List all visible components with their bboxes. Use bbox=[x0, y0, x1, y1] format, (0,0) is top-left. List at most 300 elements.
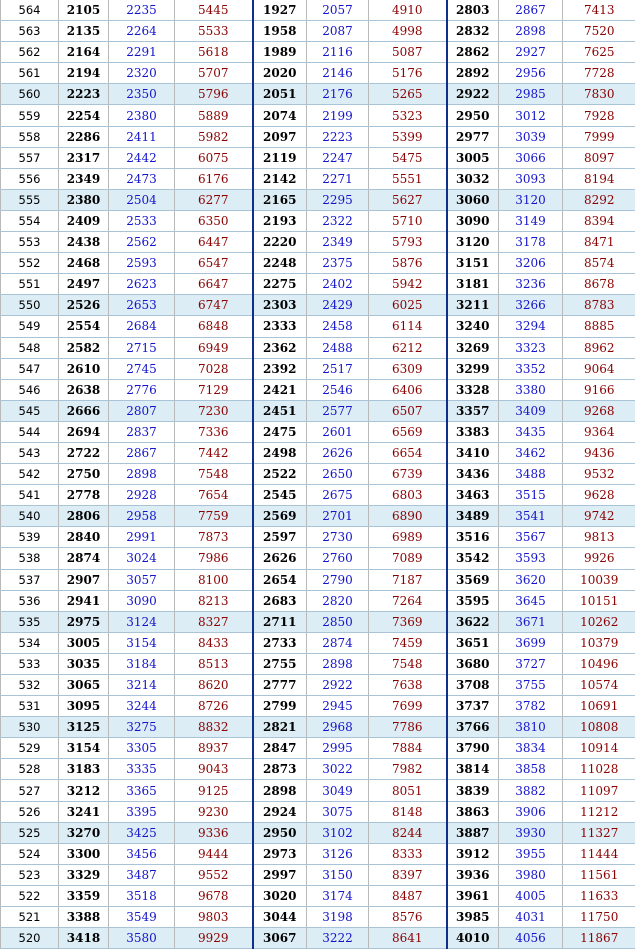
value-b3-cell: 3567 bbox=[499, 527, 563, 548]
value-c3-cell: 8678 bbox=[563, 274, 635, 295]
value-b3-cell: 2956 bbox=[499, 63, 563, 84]
value-a2-cell: 2569 bbox=[253, 506, 307, 527]
value-c3-cell: 10574 bbox=[563, 675, 635, 696]
value-b2-cell: 3174 bbox=[307, 885, 369, 906]
value-c1-cell: 9336 bbox=[175, 822, 253, 843]
value-c2-cell: 5399 bbox=[369, 126, 447, 147]
value-a1-cell: 3418 bbox=[59, 928, 109, 949]
value-a3-cell: 3766 bbox=[447, 717, 499, 738]
rank-cell: 526 bbox=[1, 801, 59, 822]
value-c1-cell: 8433 bbox=[175, 632, 253, 653]
value-c1-cell: 6647 bbox=[175, 274, 253, 295]
value-a1-cell: 2941 bbox=[59, 590, 109, 611]
value-a3-cell: 3005 bbox=[447, 147, 499, 168]
value-a1-cell: 3154 bbox=[59, 738, 109, 759]
rank-cell: 551 bbox=[1, 274, 59, 295]
rank-cell: 550 bbox=[1, 295, 59, 316]
table-row bbox=[1, 316, 635, 337]
value-c2-cell: 5942 bbox=[369, 274, 447, 295]
value-c1-cell: 6350 bbox=[175, 210, 253, 231]
value-c1-cell: 8513 bbox=[175, 653, 253, 674]
value-b2-cell: 2223 bbox=[307, 126, 369, 147]
value-c3-cell: 9628 bbox=[563, 485, 635, 506]
value-a2-cell: 3044 bbox=[253, 907, 307, 928]
value-a3-cell: 3410 bbox=[447, 442, 499, 463]
value-c1-cell: 8726 bbox=[175, 696, 253, 717]
value-b3-cell: 4005 bbox=[499, 885, 563, 906]
value-b2-cell: 2349 bbox=[307, 232, 369, 253]
value-a3-cell: 3595 bbox=[447, 590, 499, 611]
table-row bbox=[1, 527, 635, 548]
value-b1-cell: 2623 bbox=[109, 274, 175, 295]
value-a2-cell: 1958 bbox=[253, 21, 307, 42]
value-c3-cell: 11444 bbox=[563, 843, 635, 864]
value-b3-cell: 3699 bbox=[499, 632, 563, 653]
table-row bbox=[1, 464, 635, 485]
value-c3-cell: 9364 bbox=[563, 421, 635, 442]
value-b1-cell: 2593 bbox=[109, 253, 175, 274]
value-c1-cell: 6848 bbox=[175, 316, 253, 337]
value-a3-cell: 3708 bbox=[447, 675, 499, 696]
value-c3-cell: 11327 bbox=[563, 822, 635, 843]
rank-cell: 562 bbox=[1, 42, 59, 63]
value-a3-cell: 3912 bbox=[447, 843, 499, 864]
value-c3-cell: 7625 bbox=[563, 42, 635, 63]
value-c2-cell: 7638 bbox=[369, 675, 447, 696]
value-a3-cell: 3489 bbox=[447, 506, 499, 527]
value-c1-cell: 7028 bbox=[175, 358, 253, 379]
value-c1-cell: 9929 bbox=[175, 928, 253, 949]
value-c3-cell: 10808 bbox=[563, 717, 635, 738]
table-row bbox=[1, 885, 635, 906]
value-b1-cell: 2473 bbox=[109, 168, 175, 189]
value-c1-cell: 6547 bbox=[175, 253, 253, 274]
value-c2-cell: 6406 bbox=[369, 379, 447, 400]
value-b2-cell: 2820 bbox=[307, 590, 369, 611]
value-b3-cell: 3980 bbox=[499, 864, 563, 885]
rank-cell: 521 bbox=[1, 907, 59, 928]
value-c1-cell: 8327 bbox=[175, 611, 253, 632]
value-c2-cell: 5087 bbox=[369, 42, 447, 63]
value-a3-cell: 3622 bbox=[447, 611, 499, 632]
rank-cell: 531 bbox=[1, 696, 59, 717]
value-a3-cell: 3569 bbox=[447, 569, 499, 590]
value-c2-cell: 4998 bbox=[369, 21, 447, 42]
value-a2-cell: 2654 bbox=[253, 569, 307, 590]
value-a2-cell: 2973 bbox=[253, 843, 307, 864]
value-b2-cell: 3102 bbox=[307, 822, 369, 843]
value-a3-cell: 3240 bbox=[447, 316, 499, 337]
value-c2-cell: 5551 bbox=[369, 168, 447, 189]
value-b3-cell: 3671 bbox=[499, 611, 563, 632]
value-b1-cell: 2562 bbox=[109, 232, 175, 253]
value-b2-cell: 2874 bbox=[307, 632, 369, 653]
value-b2-cell: 2790 bbox=[307, 569, 369, 590]
value-c3-cell: 8394 bbox=[563, 210, 635, 231]
value-c3-cell: 9532 bbox=[563, 464, 635, 485]
value-b2-cell: 3222 bbox=[307, 928, 369, 949]
value-a2-cell: 2475 bbox=[253, 421, 307, 442]
value-c1-cell: 5445 bbox=[175, 0, 253, 21]
value-c3-cell: 7928 bbox=[563, 105, 635, 126]
table-row bbox=[1, 738, 635, 759]
value-c2-cell: 7548 bbox=[369, 653, 447, 674]
value-b3-cell: 2927 bbox=[499, 42, 563, 63]
value-a3-cell: 3436 bbox=[447, 464, 499, 485]
value-c1-cell: 7230 bbox=[175, 400, 253, 421]
value-b3-cell: 3266 bbox=[499, 295, 563, 316]
value-c3-cell: 10151 bbox=[563, 590, 635, 611]
table-row bbox=[1, 653, 635, 674]
value-b1-cell: 2867 bbox=[109, 442, 175, 463]
value-a2-cell: 3020 bbox=[253, 885, 307, 906]
table-row bbox=[1, 400, 635, 421]
value-a3-cell: 3383 bbox=[447, 421, 499, 442]
value-c3-cell: 10691 bbox=[563, 696, 635, 717]
value-c3-cell: 9926 bbox=[563, 548, 635, 569]
value-b1-cell: 2653 bbox=[109, 295, 175, 316]
table-row bbox=[1, 843, 635, 864]
value-c1-cell: 5889 bbox=[175, 105, 253, 126]
value-a2-cell: 2020 bbox=[253, 63, 307, 84]
value-b1-cell: 3124 bbox=[109, 611, 175, 632]
rank-cell: 549 bbox=[1, 316, 59, 337]
value-b1-cell: 3425 bbox=[109, 822, 175, 843]
rank-cell: 530 bbox=[1, 717, 59, 738]
value-a2-cell: 2898 bbox=[253, 780, 307, 801]
value-b1-cell: 2928 bbox=[109, 485, 175, 506]
value-c3-cell: 8097 bbox=[563, 147, 635, 168]
value-b1-cell: 3057 bbox=[109, 569, 175, 590]
value-b1-cell: 3214 bbox=[109, 675, 175, 696]
value-b2-cell: 2488 bbox=[307, 337, 369, 358]
table-row bbox=[1, 168, 635, 189]
value-a1-cell: 2840 bbox=[59, 527, 109, 548]
value-a1-cell: 2975 bbox=[59, 611, 109, 632]
value-a1-cell: 3241 bbox=[59, 801, 109, 822]
value-a1-cell: 2610 bbox=[59, 358, 109, 379]
value-c3-cell: 7413 bbox=[563, 0, 635, 21]
value-c1-cell: 9803 bbox=[175, 907, 253, 928]
value-c2-cell: 6989 bbox=[369, 527, 447, 548]
value-b1-cell: 2442 bbox=[109, 147, 175, 168]
value-b1-cell: 3184 bbox=[109, 653, 175, 674]
value-c1-cell: 6277 bbox=[175, 189, 253, 210]
rank-cell: 564 bbox=[1, 0, 59, 21]
value-c2-cell: 6212 bbox=[369, 337, 447, 358]
value-c1-cell: 6447 bbox=[175, 232, 253, 253]
value-a2-cell: 2873 bbox=[253, 759, 307, 780]
value-c2-cell: 7982 bbox=[369, 759, 447, 780]
value-b3-cell: 3323 bbox=[499, 337, 563, 358]
value-b1-cell: 2320 bbox=[109, 63, 175, 84]
value-c2-cell: 6739 bbox=[369, 464, 447, 485]
rank-cell: 529 bbox=[1, 738, 59, 759]
value-b3-cell: 3593 bbox=[499, 548, 563, 569]
value-a3-cell: 3680 bbox=[447, 653, 499, 674]
value-c2-cell: 6890 bbox=[369, 506, 447, 527]
table-row bbox=[1, 84, 635, 105]
value-b3-cell: 3755 bbox=[499, 675, 563, 696]
value-b2-cell: 2517 bbox=[307, 358, 369, 379]
value-a3-cell: 3181 bbox=[447, 274, 499, 295]
value-b1-cell: 3487 bbox=[109, 864, 175, 885]
value-c1-cell: 6176 bbox=[175, 168, 253, 189]
value-b3-cell: 3039 bbox=[499, 126, 563, 147]
value-c1-cell: 7548 bbox=[175, 464, 253, 485]
value-c1-cell: 9230 bbox=[175, 801, 253, 822]
value-c1-cell: 7986 bbox=[175, 548, 253, 569]
table-row bbox=[1, 21, 635, 42]
table-row bbox=[1, 907, 635, 928]
value-b2-cell: 2116 bbox=[307, 42, 369, 63]
value-c2-cell: 8641 bbox=[369, 928, 447, 949]
value-c1-cell: 5796 bbox=[175, 84, 253, 105]
value-a1-cell: 2254 bbox=[59, 105, 109, 126]
value-c1-cell: 9125 bbox=[175, 780, 253, 801]
value-b3-cell: 3236 bbox=[499, 274, 563, 295]
value-a3-cell: 3032 bbox=[447, 168, 499, 189]
value-c3-cell: 7520 bbox=[563, 21, 635, 42]
value-c1-cell: 6949 bbox=[175, 337, 253, 358]
rank-cell: 536 bbox=[1, 590, 59, 611]
value-b1-cell: 3456 bbox=[109, 843, 175, 864]
value-a2-cell: 2142 bbox=[253, 168, 307, 189]
rank-cell: 520 bbox=[1, 928, 59, 949]
value-a1-cell: 2554 bbox=[59, 316, 109, 337]
value-b3-cell: 3380 bbox=[499, 379, 563, 400]
value-b3-cell: 3858 bbox=[499, 759, 563, 780]
value-a1-cell: 2317 bbox=[59, 147, 109, 168]
value-b2-cell: 3022 bbox=[307, 759, 369, 780]
value-b1-cell: 3365 bbox=[109, 780, 175, 801]
rank-cell: 552 bbox=[1, 253, 59, 274]
rank-cell: 559 bbox=[1, 105, 59, 126]
value-a3-cell: 3651 bbox=[447, 632, 499, 653]
value-a2-cell: 2997 bbox=[253, 864, 307, 885]
value-b3-cell: 3810 bbox=[499, 717, 563, 738]
value-c1-cell: 9552 bbox=[175, 864, 253, 885]
value-b1-cell: 2776 bbox=[109, 379, 175, 400]
value-a1-cell: 2468 bbox=[59, 253, 109, 274]
value-b3-cell: 4056 bbox=[499, 928, 563, 949]
value-c2-cell: 8397 bbox=[369, 864, 447, 885]
value-a2-cell: 2950 bbox=[253, 822, 307, 843]
value-a3-cell: 3269 bbox=[447, 337, 499, 358]
table-row bbox=[1, 274, 635, 295]
table-row bbox=[1, 548, 635, 569]
value-c2-cell: 7187 bbox=[369, 569, 447, 590]
value-c2-cell: 5475 bbox=[369, 147, 447, 168]
value-a1-cell: 2194 bbox=[59, 63, 109, 84]
value-c2-cell: 8576 bbox=[369, 907, 447, 928]
value-a2-cell: 2597 bbox=[253, 527, 307, 548]
value-a3-cell: 3357 bbox=[447, 400, 499, 421]
value-a2-cell: 2522 bbox=[253, 464, 307, 485]
value-c3-cell: 9166 bbox=[563, 379, 635, 400]
value-b1-cell: 2533 bbox=[109, 210, 175, 231]
value-c1-cell: 7336 bbox=[175, 421, 253, 442]
value-b2-cell: 2146 bbox=[307, 63, 369, 84]
value-c2-cell: 8051 bbox=[369, 780, 447, 801]
value-c2-cell: 6569 bbox=[369, 421, 447, 442]
table-row bbox=[1, 611, 635, 632]
value-a1-cell: 3125 bbox=[59, 717, 109, 738]
value-b3-cell: 3620 bbox=[499, 569, 563, 590]
table-row bbox=[1, 928, 635, 949]
value-a1-cell: 2907 bbox=[59, 569, 109, 590]
value-b3-cell: 2867 bbox=[499, 0, 563, 21]
value-b1-cell: 3518 bbox=[109, 885, 175, 906]
value-b2-cell: 2429 bbox=[307, 295, 369, 316]
table-row bbox=[1, 126, 635, 147]
table-row bbox=[1, 358, 635, 379]
value-c3-cell: 11867 bbox=[563, 928, 635, 949]
value-a1-cell: 2438 bbox=[59, 232, 109, 253]
value-c3-cell: 10496 bbox=[563, 653, 635, 674]
value-c1-cell: 9043 bbox=[175, 759, 253, 780]
value-c3-cell: 9742 bbox=[563, 506, 635, 527]
value-b2-cell: 2968 bbox=[307, 717, 369, 738]
value-a1-cell: 2380 bbox=[59, 189, 109, 210]
value-a3-cell: 3120 bbox=[447, 232, 499, 253]
value-b2-cell: 2701 bbox=[307, 506, 369, 527]
value-a1-cell: 3329 bbox=[59, 864, 109, 885]
table-row bbox=[1, 485, 635, 506]
value-a3-cell: 4010 bbox=[447, 928, 499, 949]
value-b1-cell: 2411 bbox=[109, 126, 175, 147]
value-a2-cell: 2498 bbox=[253, 442, 307, 463]
value-a1-cell: 2694 bbox=[59, 421, 109, 442]
value-c2-cell: 5176 bbox=[369, 63, 447, 84]
table-row bbox=[1, 232, 635, 253]
rank-cell: 561 bbox=[1, 63, 59, 84]
value-b1-cell: 2380 bbox=[109, 105, 175, 126]
value-b1-cell: 3580 bbox=[109, 928, 175, 949]
value-b2-cell: 2922 bbox=[307, 675, 369, 696]
value-a2-cell: 2451 bbox=[253, 400, 307, 421]
value-b2-cell: 3049 bbox=[307, 780, 369, 801]
value-a2-cell: 2193 bbox=[253, 210, 307, 231]
value-c2-cell: 6025 bbox=[369, 295, 447, 316]
value-a3-cell: 3211 bbox=[447, 295, 499, 316]
value-c3-cell: 11097 bbox=[563, 780, 635, 801]
table-row bbox=[1, 864, 635, 885]
rank-cell: 532 bbox=[1, 675, 59, 696]
table-row bbox=[1, 696, 635, 717]
value-a2-cell: 2303 bbox=[253, 295, 307, 316]
value-c1-cell: 7442 bbox=[175, 442, 253, 463]
value-a1-cell: 2223 bbox=[59, 84, 109, 105]
value-a2-cell: 2051 bbox=[253, 84, 307, 105]
value-b1-cell: 2235 bbox=[109, 0, 175, 21]
rank-cell: 555 bbox=[1, 189, 59, 210]
value-c2-cell: 6803 bbox=[369, 485, 447, 506]
value-b3-cell: 3906 bbox=[499, 801, 563, 822]
value-a3-cell: 3060 bbox=[447, 189, 499, 210]
value-c1-cell: 7654 bbox=[175, 485, 253, 506]
rank-cell: 547 bbox=[1, 358, 59, 379]
value-b2-cell: 2760 bbox=[307, 548, 369, 569]
value-a2-cell: 2626 bbox=[253, 548, 307, 569]
value-a3-cell: 3542 bbox=[447, 548, 499, 569]
value-c2-cell: 8148 bbox=[369, 801, 447, 822]
value-b2-cell: 2402 bbox=[307, 274, 369, 295]
value-a3-cell: 3328 bbox=[447, 379, 499, 400]
value-b1-cell: 3549 bbox=[109, 907, 175, 928]
rank-cell: 539 bbox=[1, 527, 59, 548]
table-row bbox=[1, 822, 635, 843]
value-a3-cell: 3814 bbox=[447, 759, 499, 780]
value-c1-cell: 9678 bbox=[175, 885, 253, 906]
value-c3-cell: 8783 bbox=[563, 295, 635, 316]
value-a1-cell: 3359 bbox=[59, 885, 109, 906]
value-a1-cell: 3005 bbox=[59, 632, 109, 653]
value-b1-cell: 2958 bbox=[109, 506, 175, 527]
value-a3-cell: 3887 bbox=[447, 822, 499, 843]
value-a1-cell: 3300 bbox=[59, 843, 109, 864]
value-a1-cell: 3065 bbox=[59, 675, 109, 696]
value-a1-cell: 3270 bbox=[59, 822, 109, 843]
value-b1-cell: 3305 bbox=[109, 738, 175, 759]
rank-cell: 548 bbox=[1, 337, 59, 358]
table-row bbox=[1, 295, 635, 316]
value-a3-cell: 3863 bbox=[447, 801, 499, 822]
rank-cell: 535 bbox=[1, 611, 59, 632]
value-a2-cell: 2924 bbox=[253, 801, 307, 822]
value-a2-cell: 1989 bbox=[253, 42, 307, 63]
value-c2-cell: 5627 bbox=[369, 189, 447, 210]
value-c2-cell: 6114 bbox=[369, 316, 447, 337]
value-a1-cell: 3183 bbox=[59, 759, 109, 780]
value-a3-cell: 2803 bbox=[447, 0, 499, 21]
value-b2-cell: 2057 bbox=[307, 0, 369, 21]
rank-cell: 528 bbox=[1, 759, 59, 780]
value-b2-cell: 2945 bbox=[307, 696, 369, 717]
value-b2-cell: 2850 bbox=[307, 611, 369, 632]
value-b2-cell: 2898 bbox=[307, 653, 369, 674]
value-c3-cell: 9813 bbox=[563, 527, 635, 548]
value-b1-cell: 2898 bbox=[109, 464, 175, 485]
value-a2-cell: 1927 bbox=[253, 0, 307, 21]
table-row bbox=[1, 189, 635, 210]
value-b2-cell: 2295 bbox=[307, 189, 369, 210]
table-row bbox=[1, 210, 635, 231]
value-c3-cell: 8962 bbox=[563, 337, 635, 358]
value-a2-cell: 2777 bbox=[253, 675, 307, 696]
value-a1-cell: 2722 bbox=[59, 442, 109, 463]
value-c3-cell: 7999 bbox=[563, 126, 635, 147]
value-c1-cell: 8213 bbox=[175, 590, 253, 611]
value-c2-cell: 7264 bbox=[369, 590, 447, 611]
table-row bbox=[1, 801, 635, 822]
value-a2-cell: 2733 bbox=[253, 632, 307, 653]
value-c3-cell: 9064 bbox=[563, 358, 635, 379]
value-b3-cell: 2898 bbox=[499, 21, 563, 42]
value-c3-cell: 8885 bbox=[563, 316, 635, 337]
value-b3-cell: 3882 bbox=[499, 780, 563, 801]
table-row bbox=[1, 105, 635, 126]
value-c3-cell: 11633 bbox=[563, 885, 635, 906]
rank-cell: 545 bbox=[1, 400, 59, 421]
value-a2-cell: 2421 bbox=[253, 379, 307, 400]
value-c3-cell: 11750 bbox=[563, 907, 635, 928]
value-b1-cell: 3154 bbox=[109, 632, 175, 653]
value-b2-cell: 2087 bbox=[307, 21, 369, 42]
table-row bbox=[1, 717, 635, 738]
value-b2-cell: 2458 bbox=[307, 316, 369, 337]
value-b3-cell: 3930 bbox=[499, 822, 563, 843]
